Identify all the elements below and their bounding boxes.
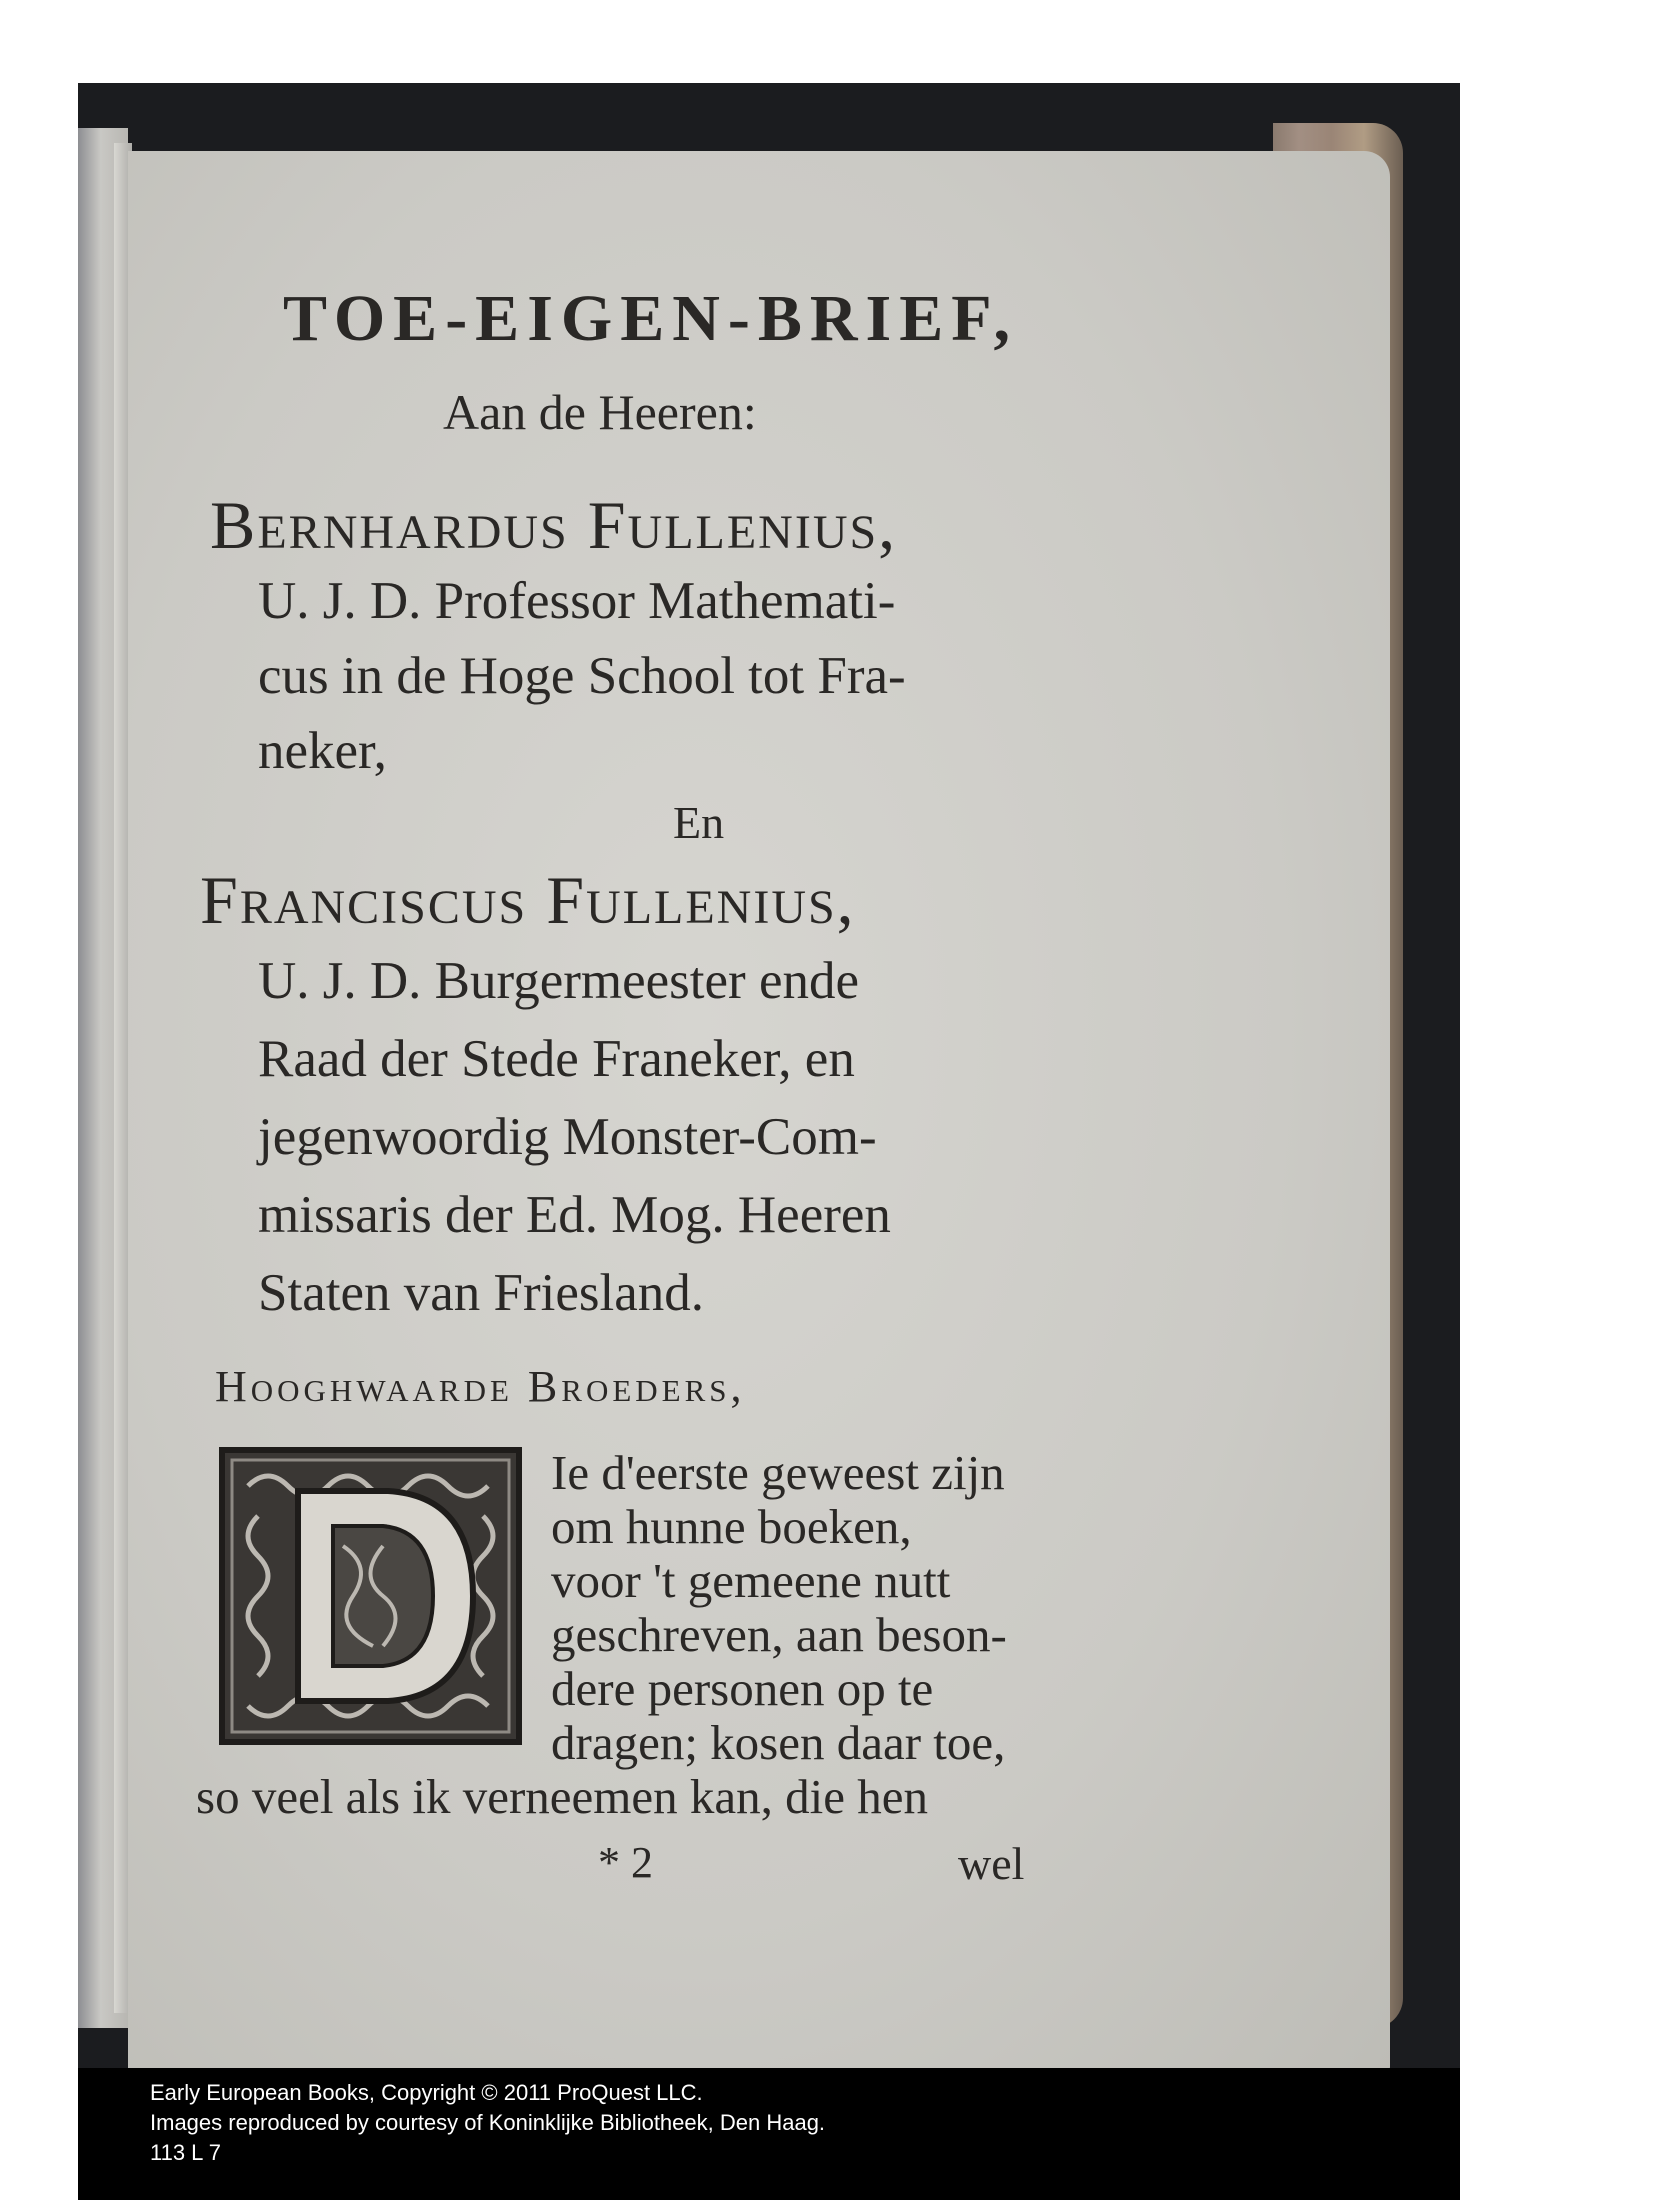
- body-line: geschreven, aan beson-: [551, 1607, 1007, 1662]
- recipient-1-name: Bernhardus Fullenius,: [210, 487, 898, 563]
- decorated-initial: [218, 1446, 523, 1746]
- page-text: [128, 151, 1390, 2068]
- recipient-2-line: Staten van Friesland.: [258, 1264, 704, 1322]
- body-line: voor 't gemeene nutt: [551, 1553, 951, 1608]
- body-line: om hunne boeken,: [551, 1499, 912, 1554]
- body-line: so veel als ik verneemen kan, die hen: [196, 1769, 929, 1824]
- signature-mark: * 2: [598, 1838, 653, 1887]
- conjunction: En: [673, 797, 725, 848]
- addressee-intro: Aan de Heeren:: [443, 384, 757, 440]
- recipient-1-line: U. J. D. Professor Mathemati-: [258, 572, 896, 630]
- recipient-1-line: cus in de Hoge School tot Fra-: [258, 647, 906, 705]
- footer-courtesy: Images reproduced by courtesy of Koninklijke Bibliotheek, Den Haag.: [150, 2110, 826, 2135]
- recipient-2-name: Franciscus Fullenius,: [200, 862, 856, 938]
- book-page: [128, 151, 1390, 2068]
- body-line: dragen; kosen daar toe,: [551, 1715, 1006, 1770]
- body-line: dere personen op te: [551, 1661, 934, 1716]
- body-line: Ie d'eerste geweest zijn: [551, 1445, 1005, 1500]
- recipient-2-line: jegenwoordig Monster-Com-: [258, 1108, 877, 1166]
- copyright-footer: [78, 2068, 1460, 2200]
- footer-copyright: Early European Books, Copyright © 2011 ProQuest LLC.: [150, 2080, 703, 2105]
- catchword: wel: [958, 1838, 1025, 1889]
- recipient-2-line: Raad der Stede Franeker, en: [258, 1030, 855, 1088]
- scan-background: [78, 83, 1460, 2068]
- footer-shelfmark: 113 L 7: [150, 2140, 221, 2165]
- page-heading: TOE-EIGEN-BRIEF,: [283, 282, 1019, 355]
- recipient-2-line: U. J. D. Burgermeester ende: [258, 952, 859, 1010]
- recipient-2-line: missaris der Ed. Mog. Heeren: [258, 1186, 891, 1244]
- recipient-1-line: neker,: [258, 722, 387, 780]
- greeting: Hooghwaarde Broeders,: [215, 1362, 746, 1411]
